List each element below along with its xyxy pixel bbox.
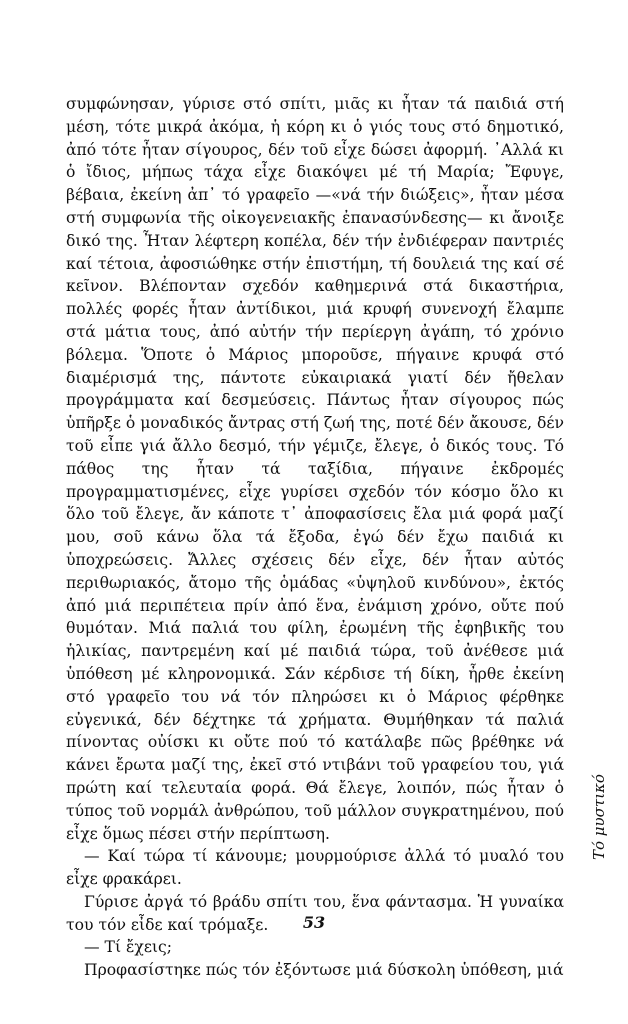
paragraph-5: Προφασίστηκε πώς τόν ἐξόντωσε μιά δύσκολη ὑπόθεση, μιά [84, 961, 564, 980]
paragraph-4: — Τί ἔχεις; [84, 938, 173, 957]
body-text [66, 93, 564, 982]
running-head: Τό μυστικό [590, 774, 608, 860]
paragraph-3: Γύρισε ἀργά τό βράδυ σπίτι του, ἕνα φάντασμα. Ἡ γυναίκα του τόν εἶδε καί τρόμαξε. [66, 892, 564, 934]
paragraph-1: συμφώνησαν, γύρισε στό σπίτι, μιᾶς κι ἦταν τά παιδιά στή μέση, τότε μικρά ἀκόμα, ἡ κόρη κι ὁ γιός τους στό δημοτικό, ἀπό τότε ἦταν σίγουρος, δέν τοῦ εἶχε δώσει ἀφορμή. ᾿Αλλά κι ὁ ἴδιος, μήπως τάχα εἶχε διακόψει μέ τή Μαρία; Ἔφυγε, βέβαια, ἐκείνη ἀπ᾿ τό γραφεῖο —«νά τήν διώξεις», ἦταν μέσα στή συμφωνία τῆς οἰκογενειακῆς ἐπανασύνδεσης— κι ἄνοιξε δικό της. Ἦταν λέφτερη κοπέλα, δέν τήν ἐνδιέφεραν παντριές καί τέτοια, ἀφοσιώθηκε στήν ἐπιστήμη, τή δουλειά της καί σέ κεῖνον. Βλέπονταν σχεδόν καθημερινά στά δικαστήρια, πολλές φορές ἦταν ἀντίδικοι, μιά κρυφή συνενοχή ἔλαμπε στά μάτια τους, ἀπό αὐτήν τήν περίεργη ἀγάπη, τό χρόνιο βόλεμα. Ὅποτε ὁ Μάριος μποροῦσε, πήγαινε κρυφά στό διαμέρισμά της, πάντοτε εὐκαιριακά γιατί δέν ἤθελαν προγράμματα καί δεσμεύσεις. Πάντως ἦταν σίγουρος πώς ὑπῆρξε ὁ μοναδικός ἄντρας στή ζωή της, ποτέ δέν ἄκουσε, δέν τοῦ εἶπε γιά ἄλλο δεσμό, τήν γέμιζε, ἔλεγε, ὁ δικός τους. Τό πάθος της ἦταν τά ταξίδια, πήγαινε ἐκδρομές προγραμματισμένες, εἶχε γυρίσει σχεδόν τόν κόσμο ὅλο κι ὅλο τοῦ ἔλεγε, ἄν κάποτε τ᾿ ἀποφασίσεις ἔλα μιά φορά μαζί μου, σοῦ κάνω ὅλα τά ἔξοδα, ἐγώ δέν ἔχω παιδιά κι ὑποχρεώσεις. Ἄλλες σχέσεις δέν εἶχε, δέν ἦταν αὐτός περιθωριακός, ἄτομο τῆς ὁμάδας «ὑψηλοῦ κινδύνου», ἐκτός ἀπό μιά περιπέτεια πρίν ἀπό ἕνα, ἐνάμιση χρόνο, οὔτε πού θυμόταν. Μιά παλιά του φίλη, ἐρωμένη τῆς ἐφηβικῆς του ἡλικίας, παντρεμένη καί μέ παιδιά τώρα, τοῦ ἀνέθεσε μιά ὑπόθεση μέ κληρονομικά. Σάν κέρδισε τή δίκη, ἦρθε ἐκείνη στό γραφεῖο του νά τόν πληρώσει κι ὁ Μάριος φέρθηκε εὐγενικά, δέν δέχτηκε τά χρήματα. Θυμήθηκαν τά παλιά πίνοντας οὐίσκι κι οὔτε πού τό κατάλαβε πῶς βρέθηκε νά κάνει ἔρωτα μαζί της, ἐκεῖ στό ντιβάνι τοῦ γραφείου του, γιά πρώτη καί τελευταία φορά. Θά ἔλεγε, λοιπόν, πώς ἦταν ὁ τύπος τοῦ νορμάλ ἀνθρώπου, τοῦ μάλλον συγκρατημένου, πού εἶχε ὅμως πέσει στήν περίπτωση. [66, 95, 564, 843]
page-number: 53 [302, 913, 326, 932]
paragraph-2: — Καί τώρα τί κάνουμε; μουρμούρισε ἀλλά τό μυαλό του εἶχε φρακάρει. [66, 847, 564, 889]
